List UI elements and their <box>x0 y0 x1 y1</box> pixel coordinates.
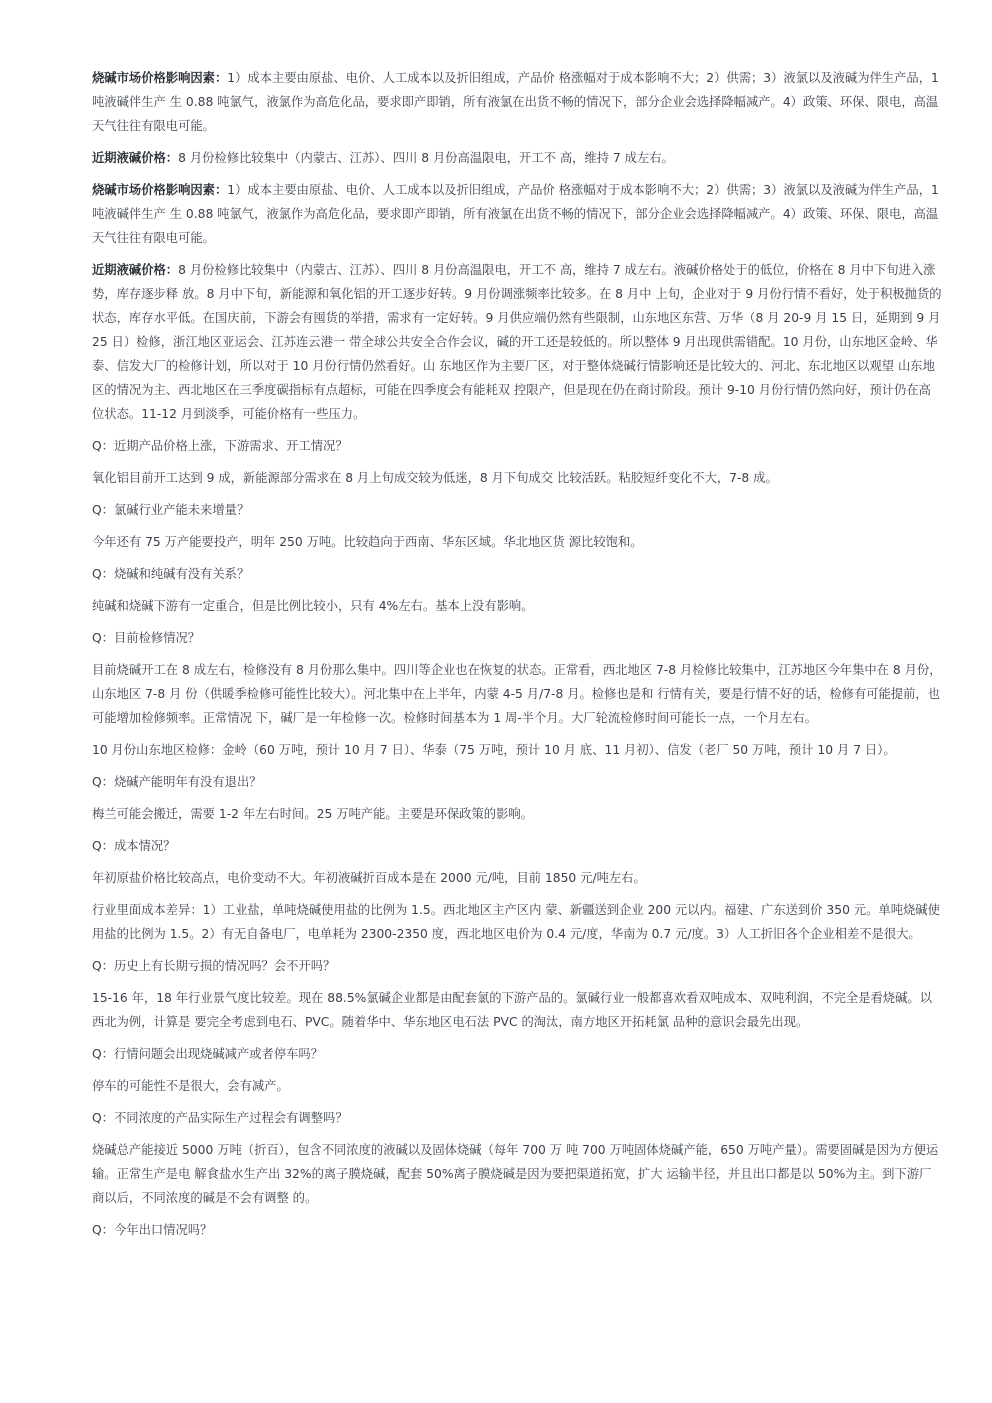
question: Q：烧碱产能明年有没有退出？ <box>92 775 262 789</box>
answer: 年初原盐价格比较高点，电价变动不大。年初液碱折百成本是在 2000 元/吨，目前 1850 元/吨左右。 <box>92 871 646 885</box>
paragraph-text: 8 月份检修比较集中（内蒙古、江苏）、四川 8 月份高温限电，开工不 高，维持 7 成左右。 <box>178 151 674 165</box>
paragraph-recent-price-detail <box>92 258 942 426</box>
answer: 梅兰可能会搬迁，需要 1-2 年左右时间。25 万吨产能。主要是环保政策的影响。 <box>92 807 533 821</box>
question: Q：目前检修情况？ <box>92 631 201 645</box>
answer: 停车的可能性不是很大，会有减产。 <box>92 1079 289 1093</box>
question: Q：今年出口情况吗？ <box>92 1223 213 1237</box>
question: Q：行情问题会出现烧碱减产或者停车吗？ <box>92 1047 324 1061</box>
paragraph-text: 1）成本主要由原盐、电价、人工成本以及折旧组成，产品价 格涨幅对于成本影响不大；2）供需；3）液氯以及液碱为伴生产品，1 吨液碱伴生产 生 0.88 吨氯气，液氯作为高危化品，要求即产即销，所有液氯在出货不畅的情况下，部分企业会选择降幅减产。4）政策、环保、限电，高温天气往往有限电可能。 <box>92 183 939 245</box>
answer: 10 月份山东地区检修：金岭（60 万吨，预计 10 月 7 日）、华泰（75 万吨，预计 10 月 底、11 月初）、信发（老厂 50 万吨，预计 10 月 7 日）。 <box>92 743 896 757</box>
paragraph-lead: 烧碱市场价格影响因素： <box>92 71 228 85</box>
paragraph-text: 1）成本主要由原盐、电价、人工成本以及折旧组成，产品价 格涨幅对于成本影响不大；2）供需；3）液氯以及液碱为伴生产品，1 吨液碱伴生产 生 0.88 吨氯气，液氯作为高危化品，要求即产即销，所有液氯在出货不畅的情况下，部分企业会选择降幅减产。4）政策、环保、限电，高温天气往往有限电可能。 <box>92 71 939 133</box>
answer: 氧化铝目前开工达到 9 成，新能源部分需求在 8 月上旬成交较为低迷，8 月下旬成交 比较活跃。粘胶短纤变化不大，7-8 成。 <box>92 471 778 485</box>
paragraph-price-factors <box>92 66 942 138</box>
answer: 目前烧碱开工在 8 成左右，检修没有 8 月份那么集中。四川等企业也在恢复的状态。正常看，西北地区 7-8 月检修比较集中，江苏地区今年集中在 8 月份，山东地区 7-8 月 份（供暖季检修可能性比较大）。河北集中在上半年，内蒙 4-5 月/7-8 月。检修也是和 行情有关，要是行情不好的话，检修有可能提前，也可能增加检修频率。正常情况 下，碱厂是一年检修一次。检修时间基本为 1 周-半个月。大厂轮流检修时间可能长一点，一个月左右。 <box>92 663 942 725</box>
answer: 今年还有 75 万产能要投产，明年 250 万吨。比较趋向于西南、华东区域。华北地区货 源比较饱和。 <box>92 535 643 549</box>
paragraph-recent-price <box>92 146 942 170</box>
answer: 15-16 年，18 年行业景气度比较差。现在 88.5%氯碱企业都是由配套氯的下游产品的。氯碱行业一般都喜欢看双吨成本、双吨利润，不完全是看烧碱。以西北为例，计算是 要完全考虑到电石、PVC。随着华中、华东地区电石法 PVC 的淘汰，南方地区开拓耗氯 品种的意识会最先出现。 <box>92 991 932 1029</box>
paragraph-price-factors-repeat <box>92 178 942 250</box>
paragraph-lead: 烧碱市场价格影响因素： <box>92 183 228 197</box>
answer: 行业里面成本差异：1）工业盐，单吨烧碱使用盐的比例为 1.5。西北地区主产区内 蒙、新疆送到企业 200 元以内。福建、广东送到价 350 元。单吨烧碱使用盐的比例为 1.5。2）有无自备电厂，电单耗为 2300-2350 度，西北地区电价为 0.4 元/度，华南为 0.7 元/度。3）人工折旧各个企业相差不是很大。 <box>92 903 940 941</box>
question: Q：成本情况？ <box>92 839 176 853</box>
answer: 纯碱和烧碱下游有一定重合，但是比例比较小，只有 4%左右。基本上没有影响。 <box>92 599 534 613</box>
paragraph-lead: 近期液碱价格： <box>92 151 179 165</box>
question: Q：近期产品价格上涨，下游需求、开工情况？ <box>92 439 348 453</box>
document-body <box>92 66 942 1250</box>
question: Q：历史上有长期亏损的情况吗？会不开吗？ <box>92 959 336 973</box>
paragraph-lead: 近期液碱价格： <box>92 263 179 277</box>
paragraph-text: 8 月份检修比较集中（内蒙古、江苏）、四川 8 月份高温限电，开工不 高，维持 7 成左右。液碱价格处于的低位，价格在 8 月中下旬进入涨势，库存逐步释 放。8 月中下旬，新能源和氧化铝的开工逐步好转。9 月份调涨频率比较多。在 8 月中 上旬，企业对于 9 月份行情不看好，处于积极抛货的状态，库存水平低。在国庆前，下游会有囤货的举措，需求有一定好转。9 月供应端仍然有些限制，山东地区东营、万华（8 月 20-9 月 15 日，延期到 9 月 25 日）检修，浙江地区亚运会、江苏连云港一 带全球公共安全合作会议，碱的开工还是较低的。所以整体 9 月出现供需错配。10 月份，山东地区金岭、华泰、信发大厂的检修计划，所以对于 10 月份行情仍然看好。山 东地区作为主要厂区，对于整体烧碱行情影响还是比较大的、河北、东北地区以观望 山东地区的情况为主、西北地区在三季度碳指标有点超标，可能在四季度会有能耗双 控限产，但是现在仍在商讨阶段。预计 9-10 月份行情仍然向好，预计仍在高位状态。11-12 月到淡季，可能价格有一些压力。 <box>92 263 942 421</box>
answer: 烧碱总产能接近 5000 万吨（折百），包含不同浓度的液碱以及固体烧碱（每年 700 万 吨 700 万吨固体烧碱产能，650 万吨产量）。需要固碱是因为方便运输。正常生产是电 解食盐水生产出 32%的离子膜烧碱，配套 50%离子膜烧碱是因为要把渠道拓宽，扩大 运输半径，并且出口都是以 50%为主。到下游厂商以后，不同浓度的碱是不会有调整 的。 <box>92 1143 939 1205</box>
question: Q：烧碱和纯碱有没有关系？ <box>92 567 250 581</box>
question: Q：氯碱行业产能未来增量？ <box>92 503 250 517</box>
question: Q：不同浓度的产品实际生产过程会有调整吗？ <box>92 1111 348 1125</box>
